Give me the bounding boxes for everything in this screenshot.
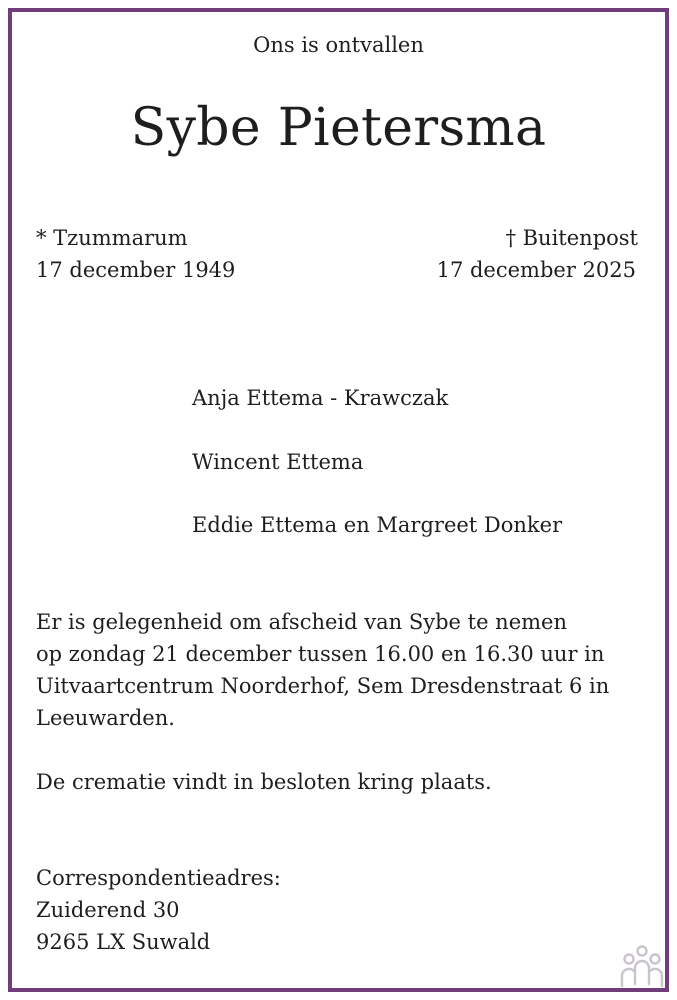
death-date: 17 december 2025 <box>436 258 636 282</box>
family-member: Wincent Ettema <box>192 450 364 474</box>
family-member: Eddie Ettema en Margreet Donker <box>192 513 563 537</box>
death-place: † Buitenpost <box>505 226 638 250</box>
farewell-line: Uitvaartcentrum Noorderhof, Sem Dresdenstraat 6 in <box>36 674 610 698</box>
birth-date: 17 december 1949 <box>36 258 236 282</box>
birth-place: * Tzummarum <box>36 226 188 250</box>
farewell-line: op zondag 21 december tussen 16.00 en 16.30 uur in <box>36 642 605 666</box>
intro-text: Ons is ontvallen <box>253 33 424 57</box>
correspondence-postal: 9265 LX Suwald <box>36 930 211 954</box>
correspondence-street: Zuiderend 30 <box>36 898 180 922</box>
family-member: Anja Ettema - Krawczak <box>192 386 449 410</box>
deceased-name: Sybe Pietersma <box>130 98 547 158</box>
correspondence-label: Correspondentieadres: <box>36 866 281 890</box>
cremation-note: De crematie vindt in besloten kring plaats. <box>36 770 492 794</box>
farewell-line: Leeuwarden. <box>36 706 175 730</box>
farewell-line: Er is gelegenheid om afscheid van Sybe te nemen <box>36 610 567 634</box>
family-group-icon <box>617 944 667 990</box>
